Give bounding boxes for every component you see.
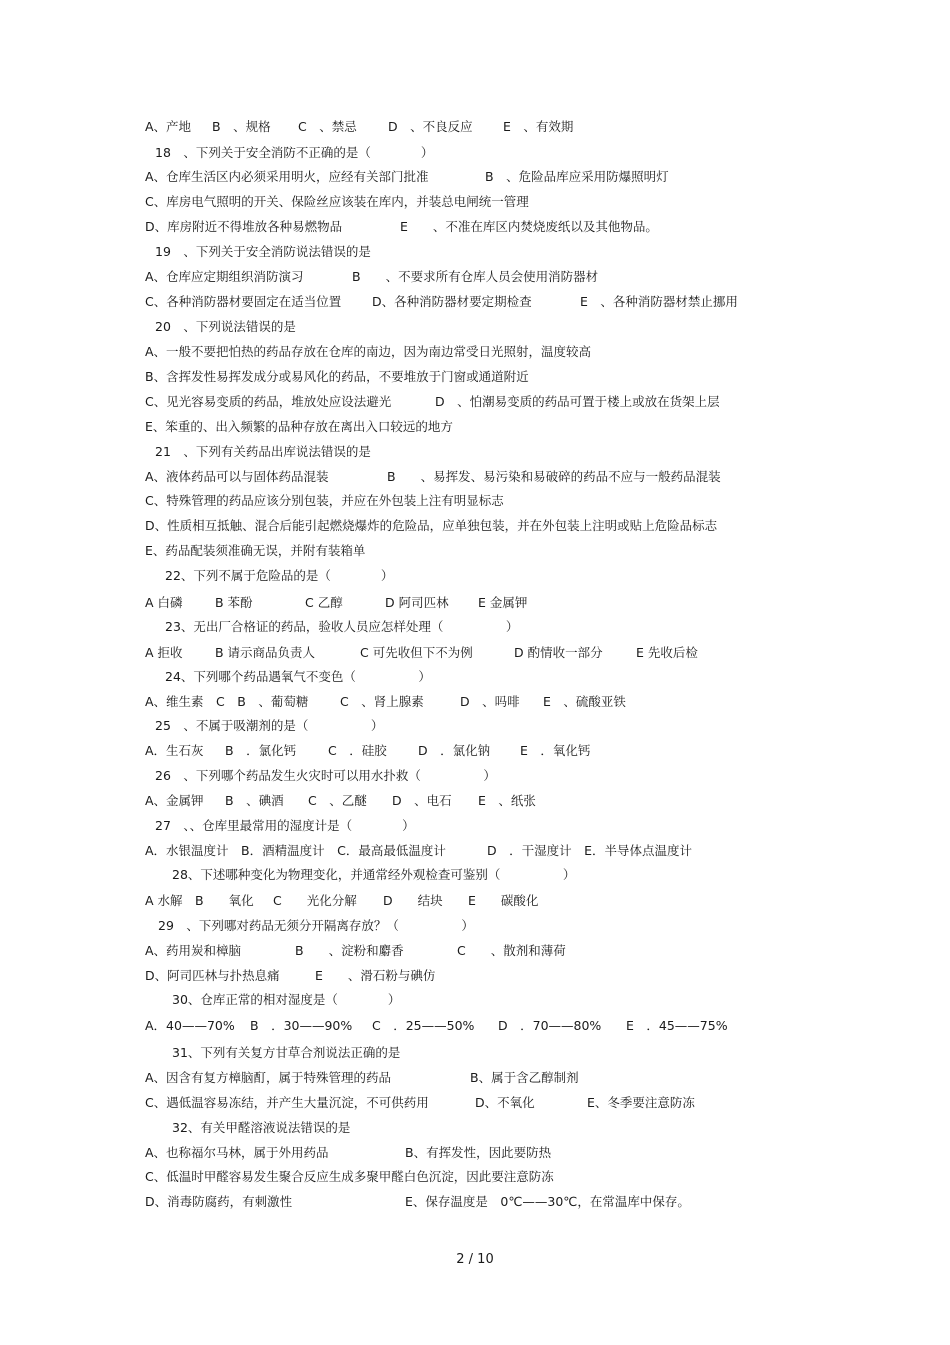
text-segment: 31、下列有关复方甘草合剂说法正确的是 (172, 1045, 401, 1060)
text-segment: D、不氧化 (475, 1095, 535, 1110)
text-segment: 22、下列不属于危险品的是（ ） (165, 568, 394, 583)
text-segment: D 、怕潮易变质的药品可置于楼上或放在货架上层 (435, 394, 720, 409)
text-segment: A、产地 (145, 119, 192, 134)
text-segment: A 水解 B 氧化 (145, 893, 254, 908)
text-segment: C、各种消防器材要固定在适当位置 (145, 294, 342, 309)
text-segment: B、属于含乙醇制剂 (470, 1070, 579, 1085)
text-segment: A．40——70% (145, 1018, 235, 1033)
text-segment: E 、纸张 (478, 793, 536, 808)
text-segment: E ．氧化钙 (520, 743, 591, 758)
text-segment: A、一般不要把怕热的药品存放在仓库的南边，因为南边常受日光照射，温度较高 (145, 344, 592, 359)
text-segment: 27 、、仓库里最常用的湿度计是（ ） (155, 818, 415, 833)
text-segment: B、有挥发性，因此要防热 (405, 1145, 552, 1160)
text-segment: E 金属钾 (478, 595, 528, 610)
page-number: 2 / 10 (456, 1252, 494, 1267)
text-segment: E 碳酸化 (468, 893, 539, 908)
text-segment: C ．硅胶 (328, 743, 387, 758)
text-segment: 30、仓库正常的相对湿度是（ ） (172, 992, 401, 1007)
text-segment: D 、不良反应 (388, 119, 473, 134)
text-segment: 28、下述哪种变化为物理变化，并通常经外观检查可鉴别（ ） (172, 867, 576, 882)
text-segment: B 、淀粉和麝香 (295, 943, 404, 958)
text-segment: 18 、下列关于安全消防不正确的是（ ） (155, 145, 434, 160)
text-segment: C、特殊管理的药品应该分别包装，并应在外包装上注有明显标志 (145, 493, 504, 508)
text-segment: A．水银温度计 B．酒精温度计 C．最高最低温度计 (145, 843, 446, 858)
text-segment: E 先收后检 (636, 645, 698, 660)
text-segment: B ．氯化钙 (225, 743, 297, 758)
text-segment: B 、碘酒 (225, 793, 284, 808)
text-segment: B 、规格 (212, 119, 271, 134)
text-segment: C 乙醇 (305, 595, 343, 610)
text-segment: 29 、下列哪对药品无须分开隔离存放？（ ） (158, 918, 474, 933)
text-segment: B 请示商品负责人 (215, 645, 316, 660)
text-segment: D、库房附近不得堆放各种易燃物品 (145, 219, 343, 234)
text-segment: D 酌情收一部分 (514, 645, 603, 660)
text-segment: C ．25——50% (372, 1018, 475, 1033)
text-segment: 32、有关甲醛溶液说法错误的是 (172, 1120, 351, 1135)
text-segment: E、保存温度是 0℃——30℃，在常温库中保存。 (405, 1194, 690, 1209)
text-segment: 26 、下列哪个药品发生火灾时可以用水扑救（ ） (155, 768, 496, 783)
text-segment: C、遇低温容易冻结，并产生大量沉淀，不可供药用 (145, 1095, 429, 1110)
text-segment: C、见光容易变质的药品，堆放处应设法避光 (145, 394, 392, 409)
text-segment: A、维生素 C B 、葡萄糖 (145, 694, 309, 709)
text-segment: A、金属钾 (145, 793, 204, 808)
text-segment: C 、禁忌 (298, 119, 357, 134)
text-segment: A 拒收 (145, 645, 183, 660)
text-segment: C、低温时甲醛容易发生聚合反应生成多聚甲醛白色沉淀，因此要注意防冻 (145, 1169, 554, 1184)
text-segment: A、药用炭和樟脑 (145, 943, 242, 958)
text-segment: A 白磷 (145, 595, 183, 610)
text-segment: D、各种消防器材要定期检查 (372, 294, 532, 309)
text-segment: D ．干湿度计 E．半导体点温度计 (487, 843, 693, 858)
text-segment: D、阿司匹林与扑热息痛 (145, 968, 280, 983)
text-segment: D 阿司匹林 (385, 595, 449, 610)
text-segment: A、液体药品可以与固体药品混装 (145, 469, 329, 484)
text-segment: B 、易挥发、易污染和易破碎的药品不应与一般药品混装 (387, 469, 721, 484)
text-segment: A、因含有复方樟脑酊，属于特殊管理的药品 (145, 1070, 392, 1085)
text-segment: D、性质相互抵触、混合后能引起燃烧爆炸的危险品，应单独包装，并在外包装上注明或贴上危险品标志 (145, 518, 718, 533)
text-segment: E、笨重的、出入频繁的品种存放在离出入口较远的地方 (145, 419, 453, 434)
text-segment: E、药品配装须准确无误，并附有装箱单 (145, 543, 366, 558)
text-segment: A．生石灰 (145, 743, 204, 758)
text-segment: 24、下列哪个药品遇氧气不变色（ ） (165, 669, 431, 684)
text-segment: E 、各种消防器材禁止挪用 (580, 294, 738, 309)
text-segment: C 、散剂和薄荷 (457, 943, 566, 958)
text-segment: E 、有效期 (503, 119, 574, 134)
text-segment: C 光化分解 (273, 893, 357, 908)
text-segment: A、仓库应定期组织消防演习 (145, 269, 304, 284)
text-segment: D 、电石 (392, 793, 452, 808)
text-segment: D ．氯化钠 (418, 743, 491, 758)
text-segment: D ．70——80% (498, 1018, 602, 1033)
text-segment: 20 、下列说法错误的是 (155, 319, 296, 334)
text-segment: B 苯酚 (215, 595, 253, 610)
text-segment: C 、肾上腺素 (340, 694, 424, 709)
text-segment: E、冬季要注意防冻 (587, 1095, 695, 1110)
text-segment: D 结块 (383, 893, 443, 908)
text-segment: E 、不准在库区内焚烧废纸以及其他物品。 (400, 219, 658, 234)
text-segment: D 、吗啡 (460, 694, 520, 709)
text-segment: A、也称福尔马林，属于外用药品 (145, 1145, 329, 1160)
text-segment: B 、不要求所有仓库人员会使用消防器材 (352, 269, 599, 284)
text-segment: A、仓库生活区内必须采用明火，应经有关部门批准 (145, 169, 429, 184)
text-segment: B ．30——90% (250, 1018, 353, 1033)
text-segment: 21 、下列有关药品出库说法错误的是 (155, 444, 371, 459)
text-segment: 19 、下列关于安全消防说法错误的是 (155, 244, 371, 259)
text-segment: B 、危险品库应采用防爆照明灯 (485, 169, 669, 184)
text-segment: 23、无出厂合格证的药品，验收人员应怎样处理（ ） (165, 619, 519, 634)
text-segment: E 、滑石粉与碘仿 (315, 968, 436, 983)
text-segment: C、库房电气照明的开关、保险丝应该装在库内，并装总电闸统一管理 (145, 194, 529, 209)
text-segment: E ．45——75% (626, 1018, 728, 1033)
text-segment: C 、乙醚 (308, 793, 367, 808)
text-segment: D、消毒防腐药，有刺激性 (145, 1194, 293, 1209)
text-segment: E 、硫酸亚铁 (543, 694, 626, 709)
text-segment: B、含挥发性易挥发成分或易风化的药品，不要堆放于门窗或通道附近 (145, 369, 529, 384)
text-segment: 25 、不属于吸潮剂的是（ ） (155, 718, 384, 733)
text-segment: C 可先收但下不为例 (360, 645, 473, 660)
